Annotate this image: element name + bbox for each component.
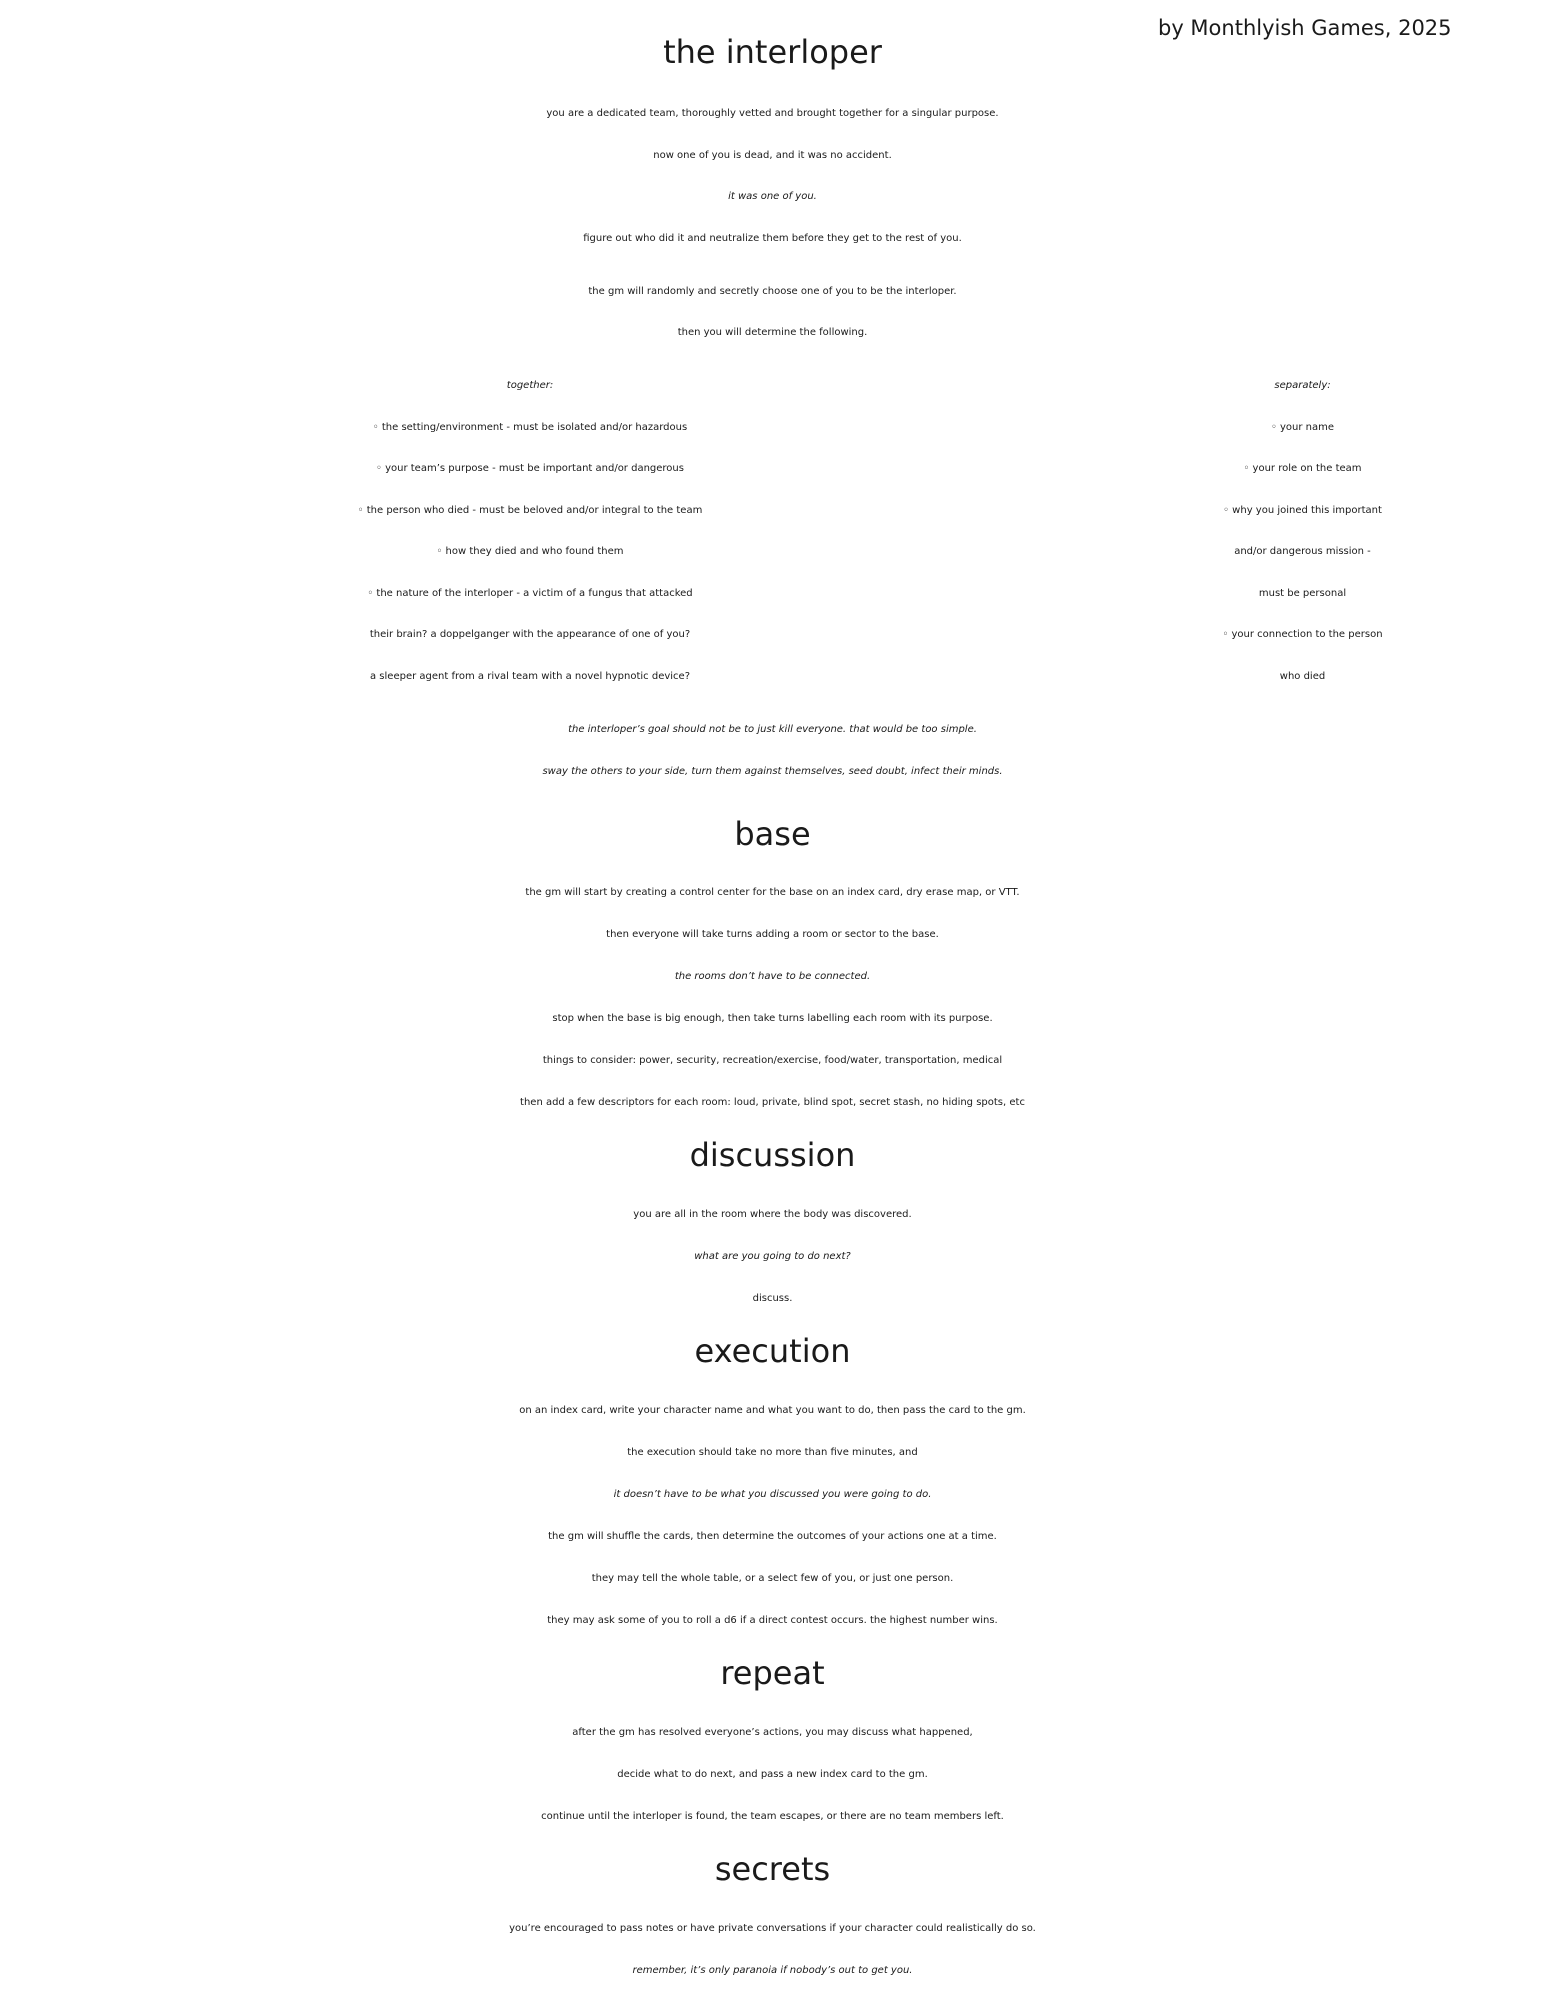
section-heading-discussion: discussion bbox=[689, 1136, 856, 1174]
execution-line: they may ask some of you to roll a d6 if a direct contest occurs. the highest number wins. bbox=[547, 1615, 998, 1626]
intro-line: it was one of you. bbox=[728, 191, 817, 202]
byline: by Monthlyish Games, 2025 bbox=[1158, 16, 1452, 40]
secrets-line: you’re encouraged to pass notes or have private conversations if your character could realistically do so. bbox=[509, 1923, 1036, 1934]
goal-line: the interloper’s goal should not be to just kill everyone. that would be too simple. bbox=[568, 724, 977, 735]
repeat-line: after the gm has resolved everyone’s actions, you may discuss what happened, bbox=[572, 1727, 973, 1738]
setup-line: then you will determine the following. bbox=[677, 327, 868, 338]
together-column bbox=[0, 365, 1060, 697]
execution-line: it doesn’t have to be what you discussed you were going to do. bbox=[613, 1489, 932, 1500]
discussion-line: discuss. bbox=[752, 1293, 793, 1304]
separately-item: and/or dangerous mission - bbox=[1234, 546, 1371, 557]
intro-line: figure out who did it and neutralize them before they get to the rest of you. bbox=[583, 233, 962, 244]
separately-item: ◦ your name bbox=[1270, 421, 1335, 433]
intro-line: you are a dedicated team, thoroughly vetted and brought together for a singular purpose. bbox=[546, 108, 999, 119]
base-line: then add a few descriptors for each room: loud, private, blind spot, secret stash, no hiding spots, etc bbox=[520, 1097, 1025, 1108]
separately-item: must be personal bbox=[1258, 587, 1347, 599]
execution-line: the gm will shuffle the cards, then determine the outcomes of your actions one at a time. bbox=[548, 1531, 997, 1542]
separately-item: ◦ your connection to the person bbox=[1222, 629, 1383, 640]
secrets-line: remember, it’s only paranoia if nobody’s out to get you. bbox=[632, 1965, 913, 1976]
separately-heading: separately: bbox=[1274, 380, 1331, 391]
section-heading-base: base bbox=[734, 815, 811, 853]
section-heading-execution: execution bbox=[694, 1332, 851, 1370]
base-line: things to consider: power, security, recreation/exercise, food/water, transportation, medical bbox=[542, 1055, 1003, 1066]
together-item: their brain? a doppelganger with the appearance of one of you? bbox=[369, 629, 691, 640]
page-title: the interloper bbox=[663, 33, 882, 71]
together-item: ◦ the setting/environment - must be isolated and/or hazardous bbox=[372, 421, 688, 433]
section-heading-secrets: secrets bbox=[714, 1850, 831, 1888]
execution-line: the execution should take no more than five minutes, and bbox=[627, 1447, 918, 1458]
together-heading: together: bbox=[506, 380, 554, 391]
discussion-line: you are all in the room where the body was discovered. bbox=[633, 1209, 912, 1220]
intro-line: now one of you is dead, and it was no accident. bbox=[653, 150, 892, 161]
execution-line: on an index card, write your character name and what you want to do, then pass the card to the gm. bbox=[519, 1405, 1026, 1416]
base-line: then everyone will take turns adding a room or sector to the base. bbox=[606, 929, 939, 940]
together-item: ◦ how they died and who found them bbox=[436, 546, 624, 557]
together-item: ◦ the nature of the interloper - a victim of a fungus that attacked bbox=[367, 587, 693, 599]
together-item: ◦ your team’s purpose - must be important and/or dangerous bbox=[376, 463, 684, 474]
base-line: the rooms don’t have to be connected. bbox=[674, 971, 871, 982]
section-heading-repeat: repeat bbox=[720, 1654, 825, 1692]
separately-item: who died bbox=[1279, 670, 1326, 682]
together-item: a sleeper agent from a rival team with a novel hypnotic device? bbox=[370, 670, 690, 682]
repeat-line: continue until the interloper is found, the team escapes, or there are no team members left. bbox=[541, 1811, 1004, 1822]
separately-item: ◦ your role on the team bbox=[1243, 463, 1362, 474]
setup-line: the gm will randomly and secretly choose one of you to be the interloper. bbox=[588, 286, 957, 297]
together-item: ◦ the person who died - must be beloved and/or integral to the team bbox=[357, 504, 703, 516]
goal-line: sway the others to your side, turn them against themselves, seed doubt, infect their minds. bbox=[542, 766, 1003, 777]
separately-item: ◦ why you joined this important bbox=[1223, 504, 1382, 516]
base-line: stop when the base is big enough, then take turns labelling each room with its purpose. bbox=[552, 1013, 993, 1024]
repeat-line: decide what to do next, and pass a new index card to the gm. bbox=[617, 1769, 928, 1780]
base-line: the gm will start by creating a control center for the base on an index card, dry erase map, or VTT. bbox=[525, 887, 1020, 898]
separately-column bbox=[1060, 365, 1545, 697]
discussion-line: what are you going to do next? bbox=[694, 1251, 851, 1262]
execution-line: they may tell the whole table, or a select few of you, or just one person. bbox=[591, 1573, 954, 1584]
